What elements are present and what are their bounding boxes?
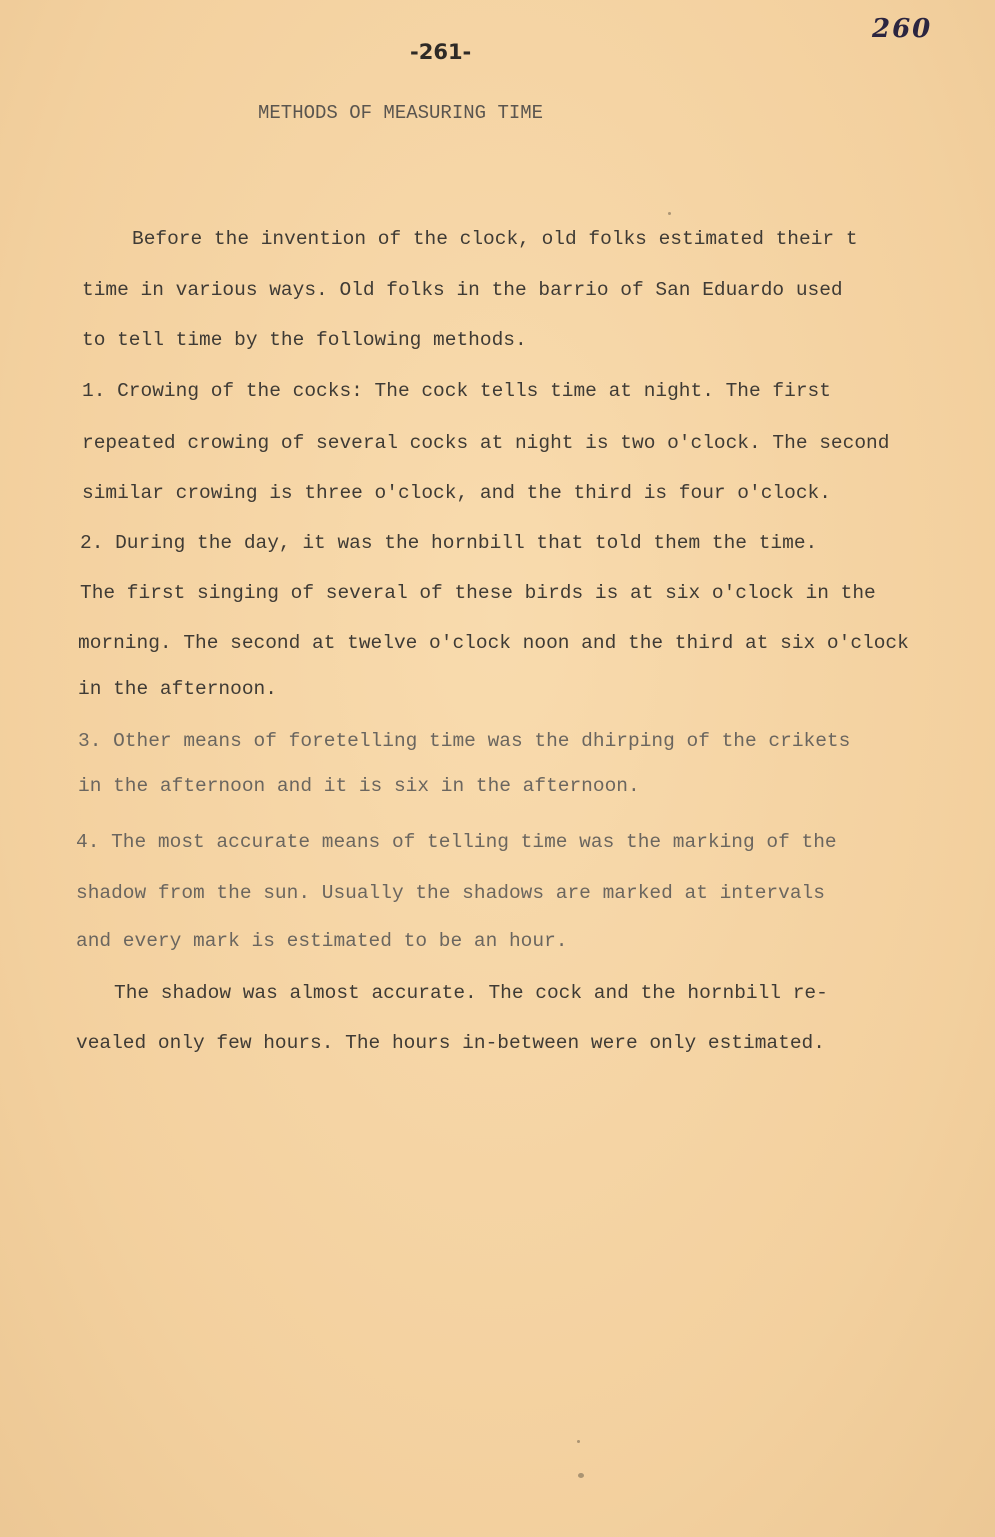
archive-number: 260: [872, 14, 933, 44]
ink-speck: [578, 1473, 584, 1478]
text-line: 1. Crowing of the cocks: The cock tells time at night. The first: [82, 380, 831, 402]
ink-speck: [668, 212, 671, 215]
text-line: The shadow was almost accurate. The cock and the hornbill re-: [114, 982, 828, 1004]
text-line: to tell time by the following methods.: [82, 329, 527, 351]
text-line: and every mark is estimated to be an hour.: [76, 930, 568, 952]
text-line: morning. The second at twelve o'clock noon and the third at six o'clock: [78, 632, 909, 654]
text-line: time in various ways. Old folks in the barrio of San Eduardo used: [82, 279, 843, 301]
text-line: The first singing of several of these birds is at six o'clock in the: [80, 582, 876, 604]
text-line: 3. Other means of foretelling time was the dhirping of the crikets: [78, 730, 851, 752]
text-line: in the afternoon.: [78, 678, 277, 700]
text-line: shadow from the sun. Usually the shadows are marked at intervals: [76, 882, 825, 904]
document-title: METHODS OF MEASURING TIME: [258, 102, 544, 124]
ink-speck: [577, 1440, 580, 1443]
text-line: vealed only few hours. The hours in-between were only estimated.: [76, 1032, 825, 1054]
text-line: similar crowing is three o'clock, and the third is four o'clock.: [82, 482, 831, 504]
text-line: 4. The most accurate means of telling time was the marking of the: [76, 831, 837, 853]
page-number: -261-: [410, 40, 472, 64]
text-line: Before the invention of the clock, old folks estimated their t: [132, 228, 858, 250]
text-line: repeated crowing of several cocks at night is two o'clock. The second: [82, 432, 890, 454]
text-line: 2. During the day, it was the hornbill that told them the time.: [80, 532, 818, 554]
text-line: in the afternoon and it is six in the afternoon.: [78, 775, 640, 797]
